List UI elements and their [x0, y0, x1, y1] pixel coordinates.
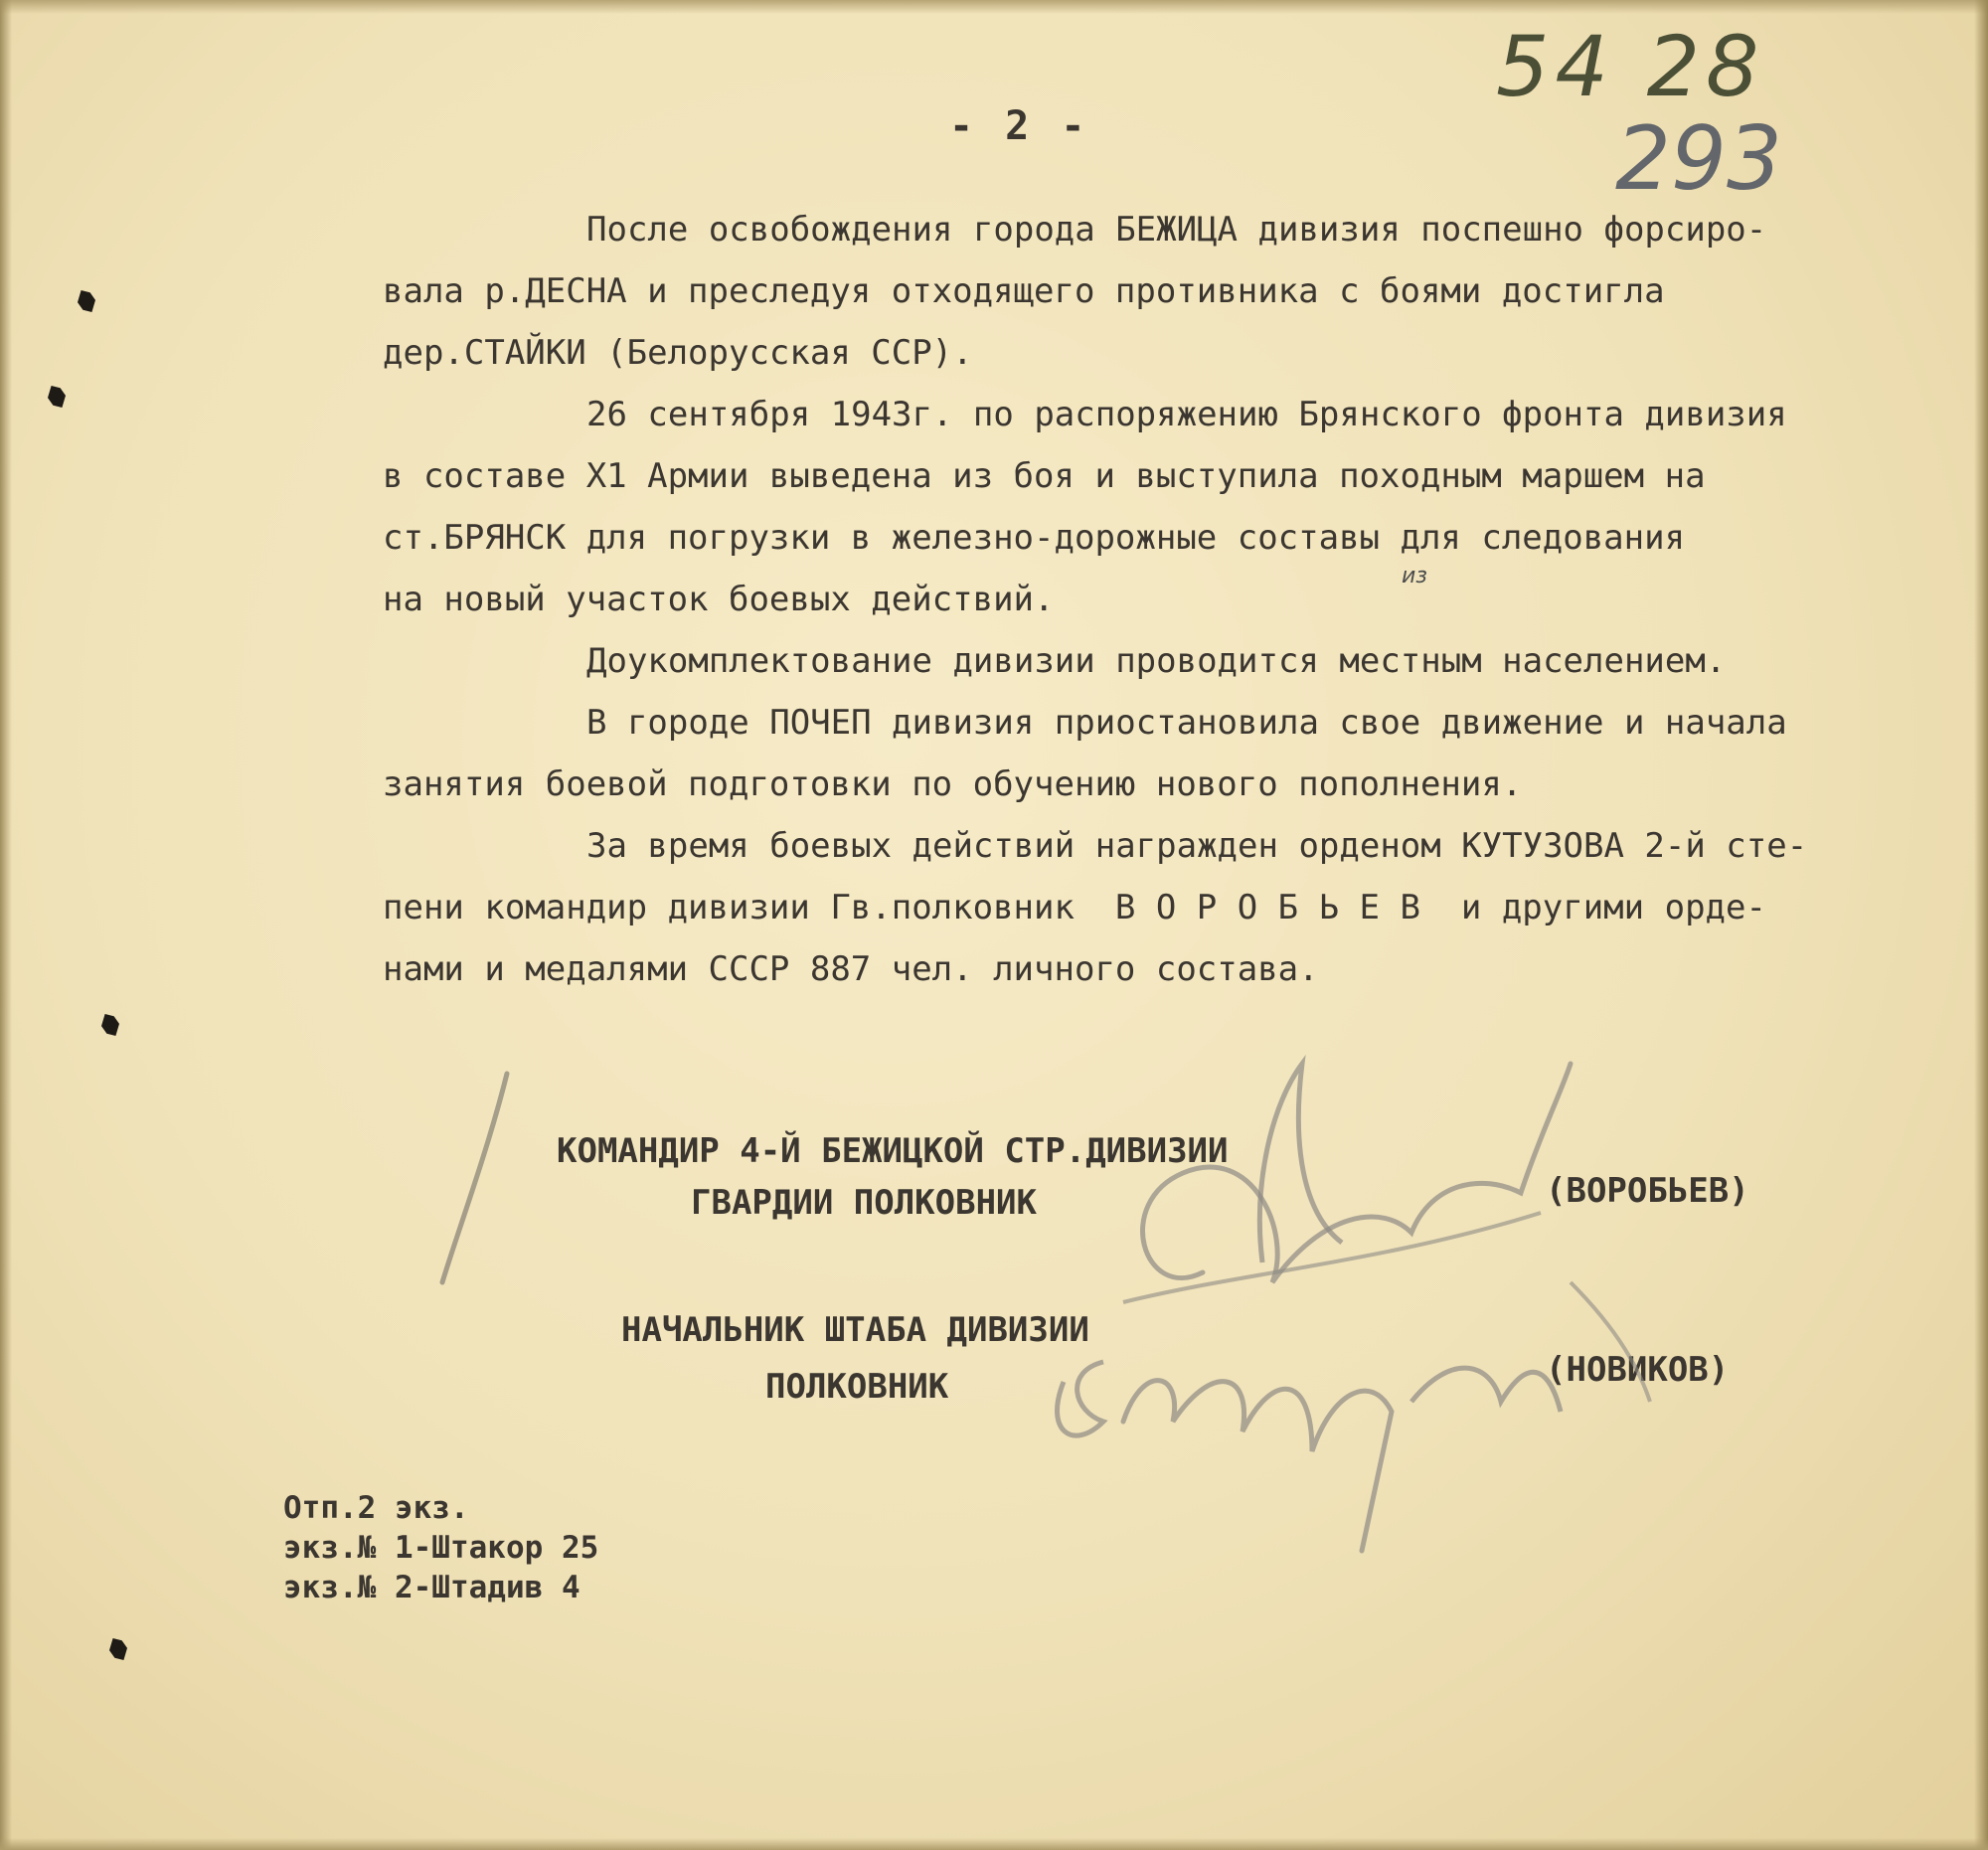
body-line: пени командир дивизии Гв.полковник В О Р О Б Ь Е В и другими орде- [383, 888, 1766, 927]
commander-rank: ГВАРДИИ ПОЛКОВНИК [691, 1183, 1037, 1223]
body-line: на новый участок боевых действий. [383, 580, 1055, 619]
body-line: ст.БРЯНСК для погрузки в железно-дорожные составы для следования [383, 518, 1686, 558]
body-line: занятия боевой подготовки по обучению нового пополнения. [383, 764, 1523, 804]
chief-of-staff-signature [1034, 1253, 1670, 1581]
body-line: в составе Х1 Армии выведена из боя и выступила походным маршем на [383, 456, 1706, 496]
document-body [383, 199, 1953, 1000]
distribution-line: экз.№ 1-Штакор 25 [283, 1530, 599, 1566]
chief-of-staff-name: (НОВИКОВ) [1546, 1350, 1730, 1390]
page-edge-left [0, 0, 12, 1850]
body-line: После освобождения города БЕЖИЦА дивизия поспешно форсиро- [586, 210, 1767, 250]
page-edge-right [1974, 0, 1988, 1850]
page-edge-top [0, 0, 1988, 14]
chief-of-staff-rank: ПОЛКОВНИК [765, 1367, 949, 1407]
chief-of-staff-title: НАЧАЛЬНИК ШТАБА ДИВИЗИИ [621, 1310, 1089, 1350]
binding-hole [109, 1638, 127, 1660]
binding-hole [78, 290, 95, 312]
body-line: вала р.ДЕСНА и преследуя отходящего противника с боями достигла [383, 271, 1665, 311]
archive-number-handwritten: 54 28 [1496, 18, 1765, 115]
page-edge-bottom [0, 1838, 1988, 1850]
distribution-line: экз.№ 2-Штадив 4 [283, 1570, 580, 1605]
distribution-line: Отп.2 экз. [283, 1490, 469, 1526]
archive-sheet-number-handwritten: 293 [1615, 107, 1782, 210]
body-line: Доукомплектование дивизии проводится местным населением. [586, 641, 1727, 681]
body-line: 26 сентября 1943г. по распоряжению Брянского фронта дивизия [586, 395, 1787, 434]
binding-hole [101, 1014, 119, 1036]
body-line: За время боевых действий награжден орденом КУТУЗОВА 2-й сте- [586, 826, 1808, 866]
page-number: - 2 - [949, 103, 1089, 149]
body-line: дер.СТАЙКИ (Белорусская ССР). [383, 333, 973, 373]
body-line: В городе ПОЧЕП дивизия приостановила свое движение и начала [586, 703, 1787, 743]
distribution-list [283, 1488, 598, 1607]
body-line: нами и медалями СССР 887 чел. личного состава. [383, 949, 1319, 989]
commander-name: (ВОРОБЬЕВ) [1546, 1171, 1749, 1211]
binding-hole [48, 386, 66, 408]
commander-title: КОМАНДИР 4-Й БЕЖИЦКОЙ СТР.ДИВИЗИИ [557, 1131, 1229, 1171]
handwritten-correction: из [1402, 564, 1427, 589]
